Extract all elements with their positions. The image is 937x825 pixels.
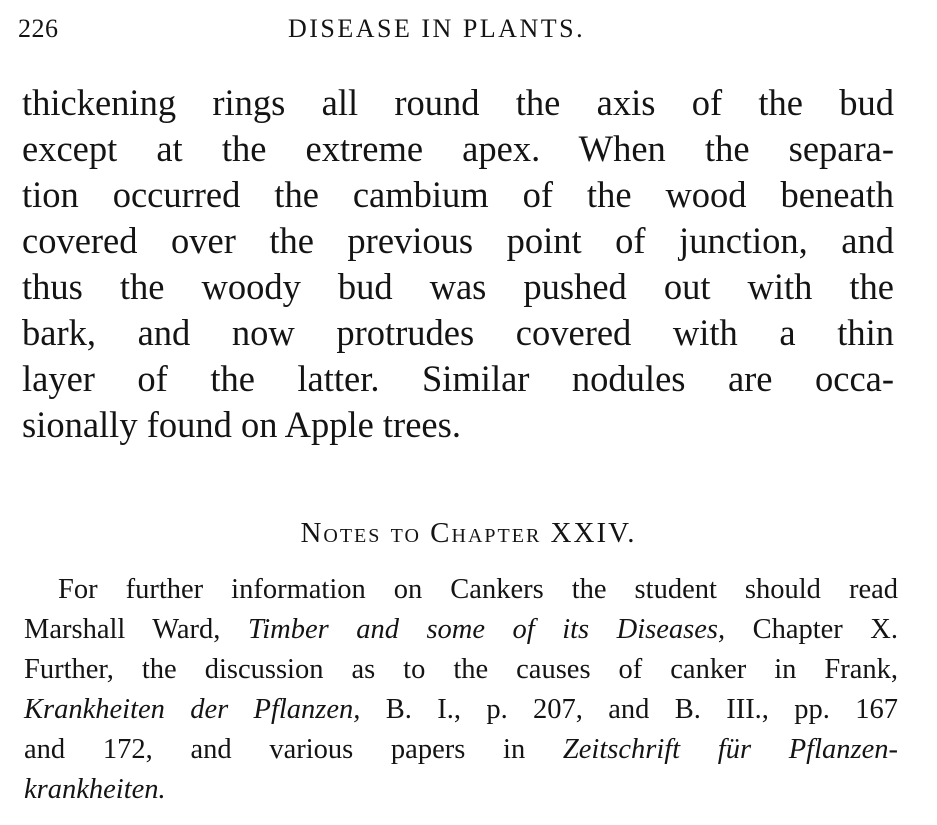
note-line — [24, 690, 898, 730]
journal-title-italic: Zeitschrift für Pflanzen- — [562, 734, 898, 765]
body-line: bark, and now protrudes covered with a thin — [22, 312, 894, 353]
note-text: and 172, and various papers in — [24, 734, 563, 765]
body-line: thickening rings all round the axis of the bud — [22, 82, 894, 123]
notes-heading: Notes to Chapter XXIV. — [300, 517, 637, 549]
page-header — [18, 14, 898, 50]
journal-title-italic: krankheiten. — [24, 774, 166, 805]
note-line — [24, 730, 898, 770]
page-number: 226 — [18, 14, 59, 43]
note-text: B. I., p. 207, and B. III., pp. 167 — [360, 694, 898, 725]
book-title-italic: Timber and some of its Diseases, — [247, 614, 726, 645]
body-paragraph — [22, 80, 894, 448]
body-line: sionally found on Apple trees. — [22, 404, 461, 445]
notes-paragraph — [24, 570, 898, 810]
note-line — [24, 770, 898, 810]
note-line: For further information on Cankers the student should read — [58, 574, 898, 605]
note-text: Chapter X. — [725, 614, 898, 645]
note-line — [24, 610, 898, 650]
body-line: covered over the previous point of junction, and — [22, 220, 894, 261]
body-line: layer of the latter. Similar nodules are occa- — [22, 358, 894, 399]
body-line: thus the woody bud was pushed out with the — [22, 266, 894, 307]
note-text: Marshall Ward, — [24, 614, 248, 645]
body-line: except at the extreme apex. When the separa- — [22, 128, 894, 169]
body-line: tion occurred the cambium of the wood beneath — [22, 174, 894, 215]
note-line: Further, the discussion as to the causes of canker in Frank, — [24, 654, 898, 685]
running-title: DISEASE IN PLANTS. — [288, 14, 586, 43]
book-title-italic: Krankheiten der Pflanzen, — [24, 694, 361, 725]
